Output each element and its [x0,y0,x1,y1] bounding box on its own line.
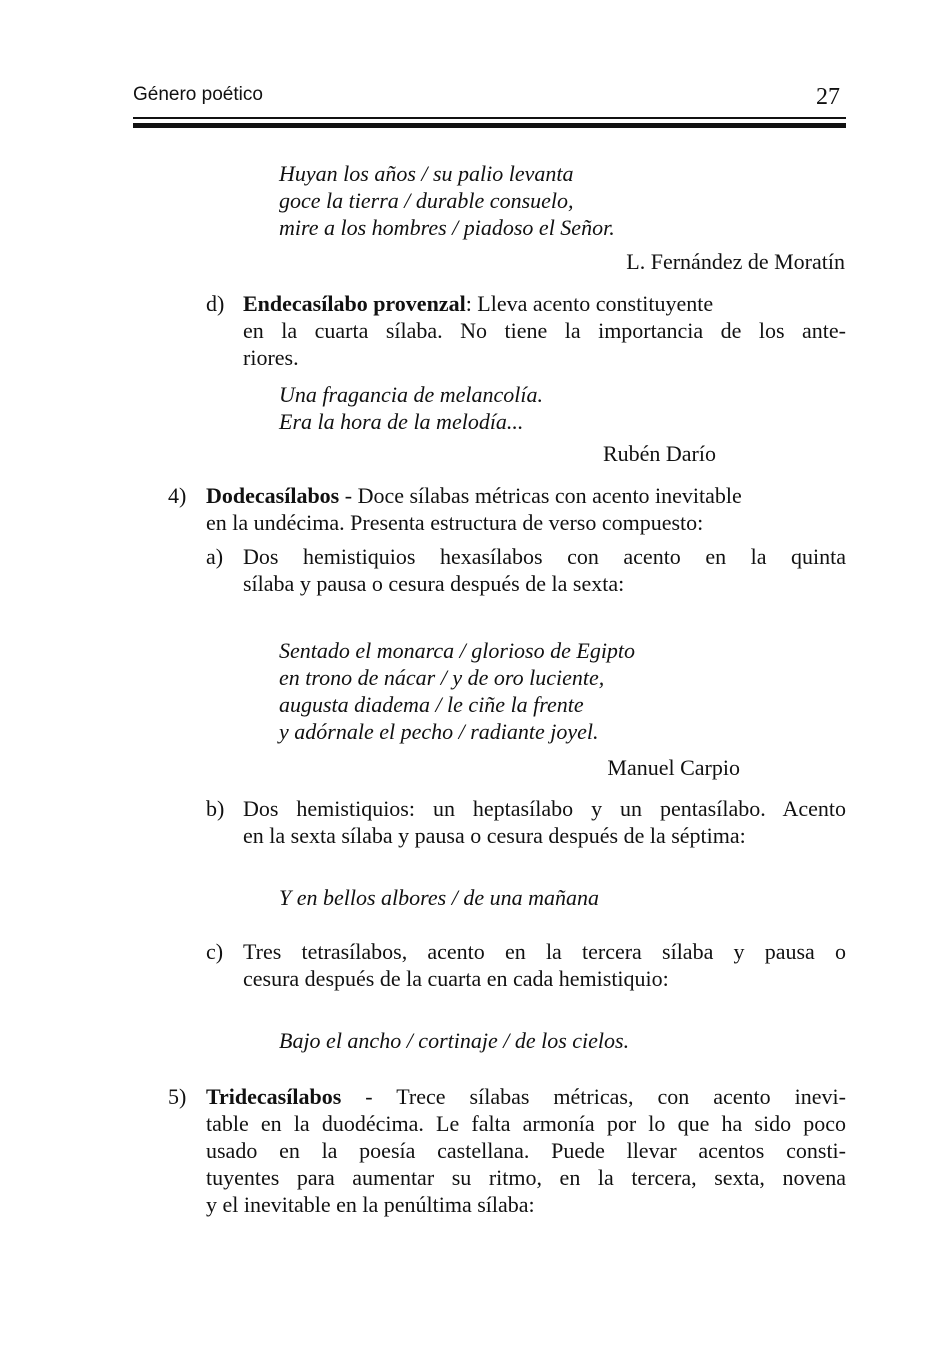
paragraph-line: tuyentes para aumentar su ritmo, en la tercera, sexta, novena [206,1165,846,1190]
verse-line: mire a los hombres / piadoso el Señor. [279,215,615,240]
verse-line: Bajo el ancho / cortinaje / de los cielos. [279,1028,630,1053]
paragraph-line: riores. [243,345,299,370]
verse-line: en trono de nácar / y de oro luciente, [279,665,605,690]
paragraph-line: Dos hemistiquios: un heptasílabo y un pentasílabo. Acento [243,796,846,821]
paragraph-line: usado en la poesía castellana. Puede llevar acentos consti- [206,1138,846,1163]
item-label: 4) [168,483,187,508]
item-label: 5) [168,1084,187,1109]
verse-line: y adórnale el pecho / radiante joyel. [279,719,599,744]
header-rule-thin [133,117,846,119]
verse-line: Y en bellos albores / de una mañana [279,885,599,910]
item-label: a) [206,544,224,569]
verse-line: Una fragancia de melancolía. [279,382,543,407]
term: Dodecasílabos [206,483,340,508]
paragraph-line: Tres tetrasílabos, acento en la tercera sílaba y pausa o [243,939,846,964]
item-label: b) [206,796,225,821]
paragraph-line: Endecasílabo provenzal: Lleva acento constituyente [243,291,714,316]
verse-line: Sentado el monarca / glorioso de Egipto [279,638,636,663]
paragraph-line: en la cuarta sílaba. No tiene la importancia de los ante- [243,318,846,343]
paragraph-line: en la undécima. Presenta estructura de verso compuesto: [206,510,704,535]
paragraph-line: y el inevitable en la penúltima sílaba: [206,1192,535,1217]
page-number: 27 [816,84,840,110]
author-attribution: L. Fernández de Moratín [626,249,845,274]
verse-line: Huyan los años / su palio levanta [279,161,574,186]
running-title: Género poético [133,84,263,105]
paragraph-line: Tridecasílabos - Trece sílabas métricas, con acento inevi- [206,1084,846,1109]
paragraph-line: Dodecasílabos - Doce sílabas métricas con acento inevitable [206,483,742,508]
author-attribution: Rubén Darío [602,441,716,466]
item-label: d) [206,291,225,316]
verse-line: goce la tierra / durable consuelo, [279,188,574,213]
paragraph-line: table en la duodécima. Le falta armonía por lo que ha sido poco [206,1111,846,1136]
term: Endecasílabo provenzal [243,291,466,316]
paragraph-line: en la sexta sílaba y pausa o cesura después de la séptima: [243,823,746,848]
item-label: c) [206,939,224,964]
paragraph-line: cesura después de la cuarta en cada hemistiquio: [243,966,669,991]
header-rule-thick [133,123,846,128]
paragraph-line: sílaba y pausa o cesura después de la sexta: [243,571,625,596]
author-attribution: Manuel Carpio [607,755,740,780]
term: Tridecasílabos [206,1084,342,1109]
verse-line: Era la hora de la melodía... [279,409,524,434]
verse-line: augusta diadema / le ciñe la frente [279,692,584,717]
paragraph-line: Dos hemistiquios hexasílabos con acento en la quinta [243,544,846,569]
